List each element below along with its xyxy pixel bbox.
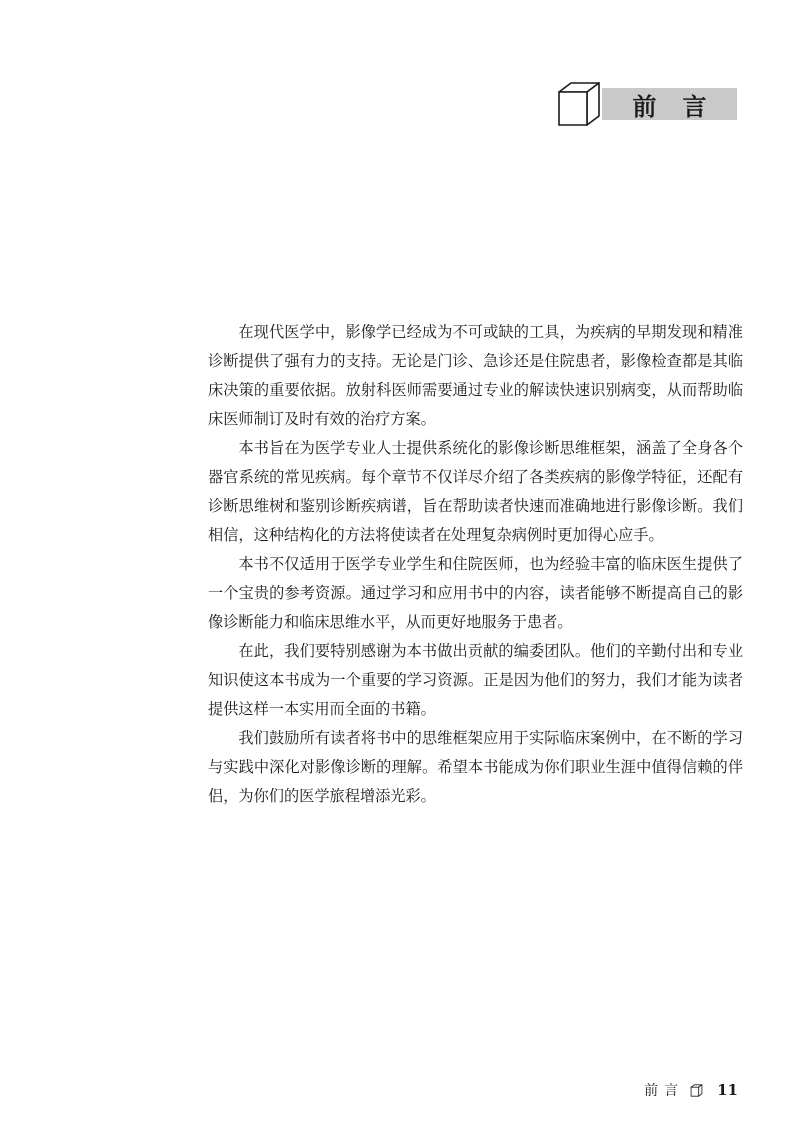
cube-icon xyxy=(690,1084,703,1097)
paragraph-2: 本书旨在为医学专业人士提供系统化的影像诊断思维框架，涵盖了全身各个器官系统的常见疾病。每个章节不仅详尽介绍了各类疾病的影像学特征，还配有诊断思维树和鉴别诊断疾病谱，旨在帮助读者快速而准确地进行影像诊断。我们相信，这种结构化的方法将使读者在处理复杂病例时更加得心应手。 xyxy=(208,439,743,544)
chapter-header xyxy=(555,80,737,128)
paragraph-5: 我们鼓励所有读者将书中的思维框架应用于实际临床案例中，在不断的学习与实践中深化对影像诊断的理解。希望本书能成为你们职业生涯中值得信赖的伴侣，为你们的医学旅程增添光彩。 xyxy=(208,729,743,805)
chapter-title: 前言 xyxy=(632,92,733,121)
footer-title: 前言 xyxy=(644,1083,685,1099)
page-footer xyxy=(644,1080,738,1100)
cube-icon xyxy=(555,80,603,128)
paragraph-3: 本书不仅适用于医学专业学生和住院医师，也为经验丰富的临床医生提供了一个宝贵的参考资源。通过学习和应用书中的内容，读者能够不断提高自己的影像诊断能力和临床思维水平，从而更好地服务于患者。 xyxy=(208,555,743,631)
paragraph-4: 在此，我们要特别感谢为本书做出贡献的编委团队。他们的辛勤付出和专业知识使这本书成为一个重要的学习资源。正是因为他们的努力，我们才能为读者提供这样一本实用而全面的书籍。 xyxy=(208,642,743,718)
chapter-title-bar xyxy=(602,88,737,120)
paragraph-1: 在现代医学中，影像学已经成为不可或缺的工具，为疾病的早期发现和精准诊断提供了强有力的支持。无论是门诊、急诊还是住院患者，影像检查都是其临床决策的重要依据。放射科医师需要通过专业的解读快速识别病变，从而帮助临床医师制订及时有效的治疗方案。 xyxy=(208,323,743,428)
page-number: 11 xyxy=(717,1081,738,1099)
preface-body xyxy=(208,318,743,811)
